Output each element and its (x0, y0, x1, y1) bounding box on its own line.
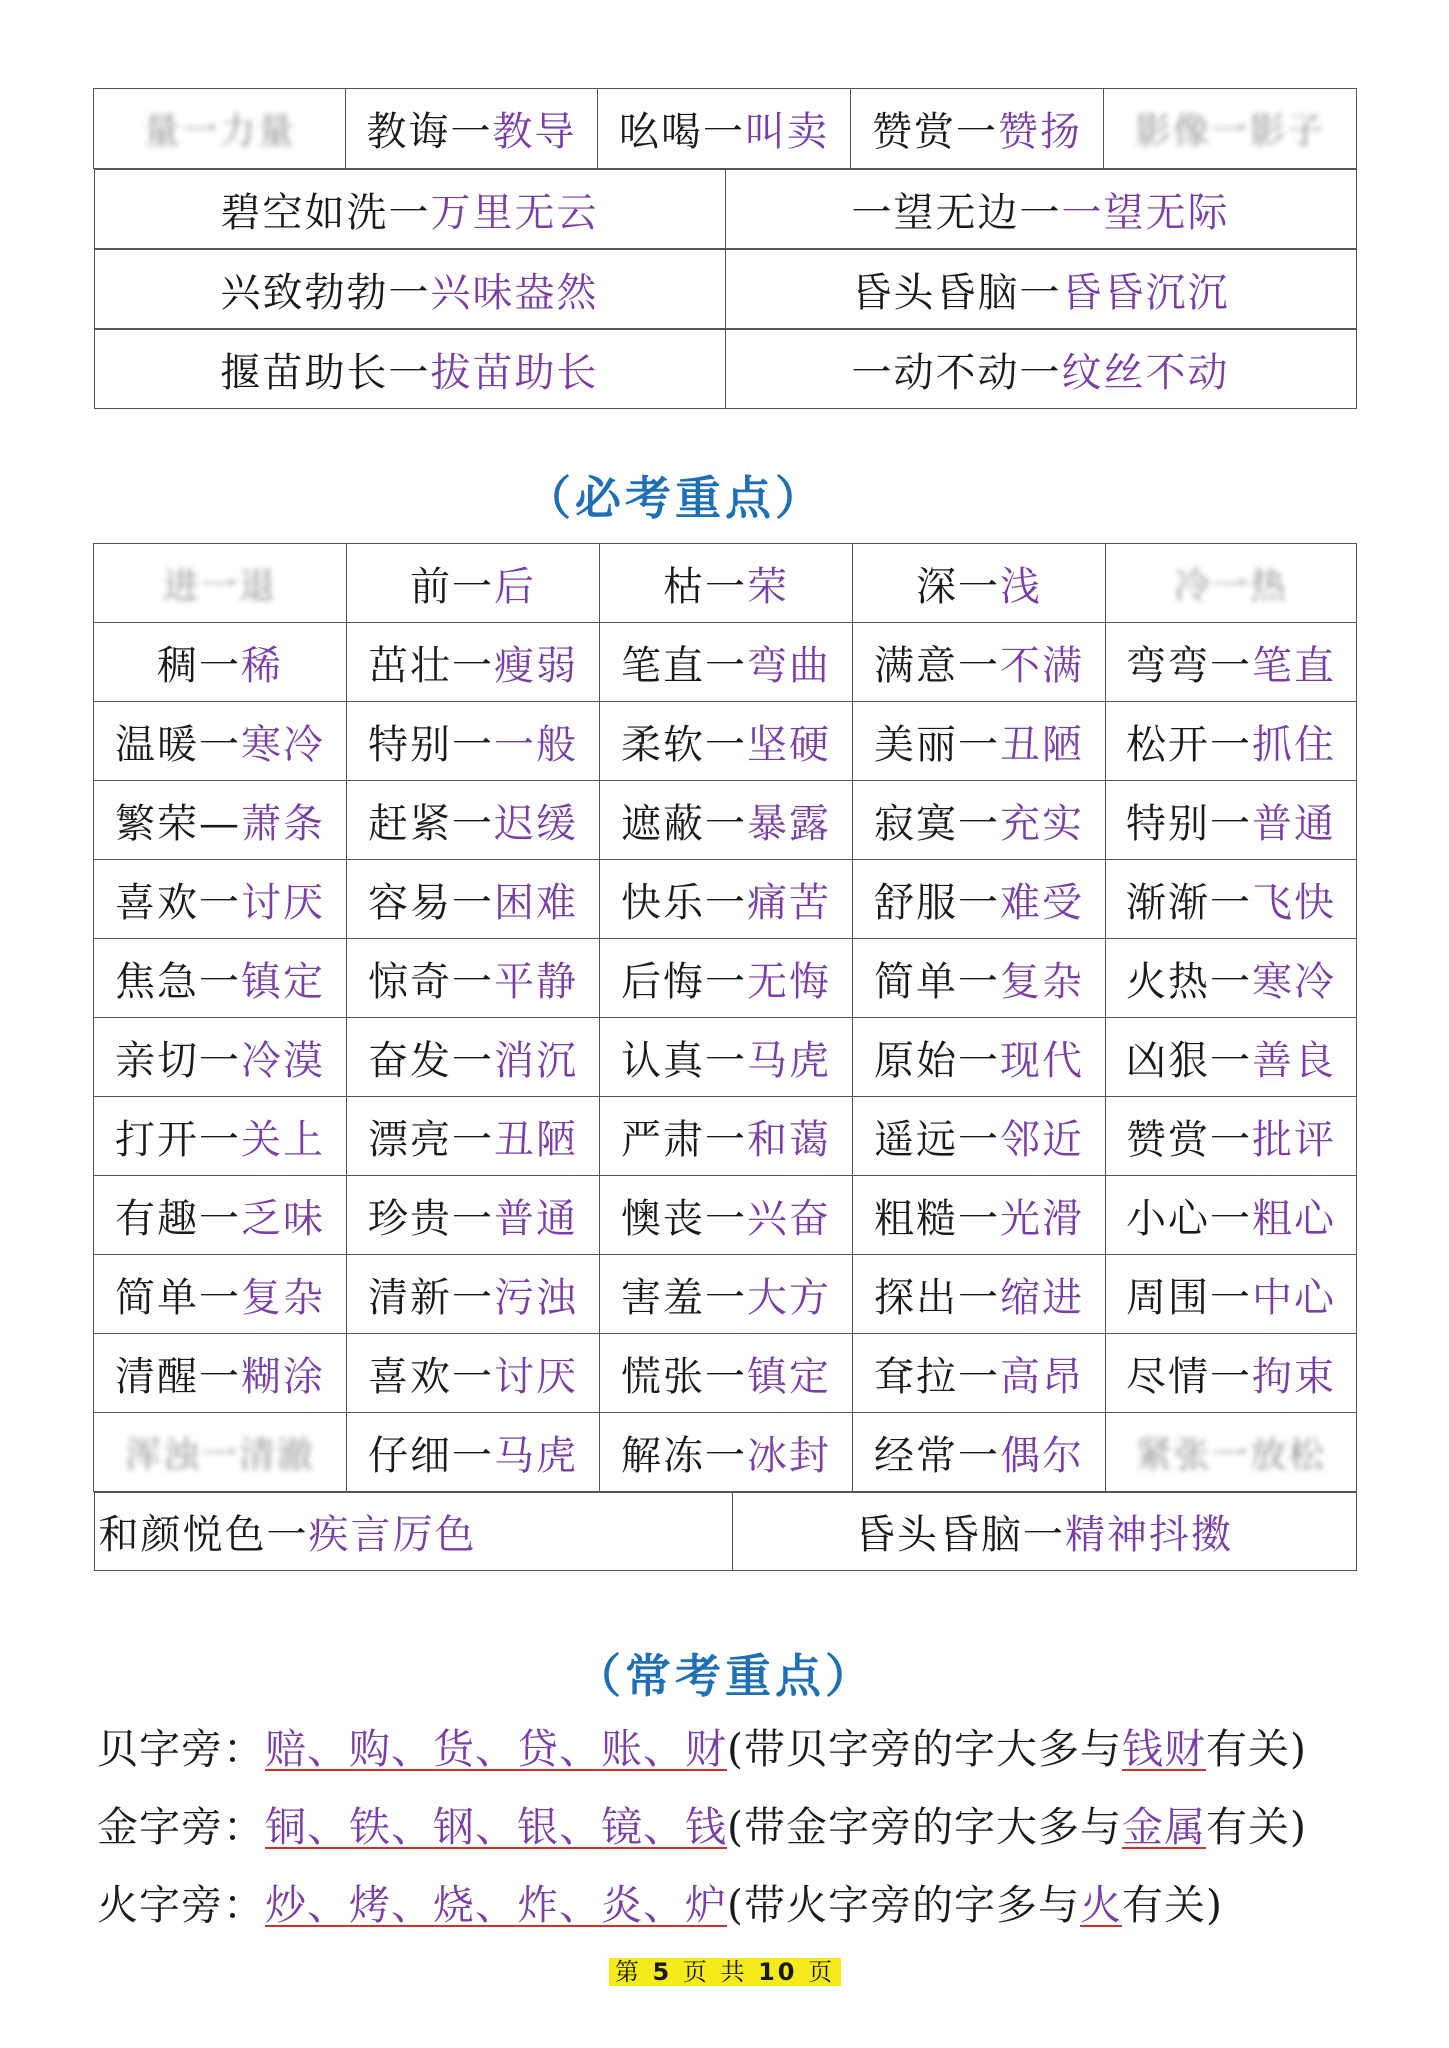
answer-word: 困难 (494, 879, 578, 926)
separator: 、 (559, 1725, 601, 1773)
table-cell (853, 544, 1106, 623)
separator: 、 (307, 1725, 349, 1773)
radical-line (97, 1788, 1427, 1866)
answer-word: 马虎 (494, 1432, 578, 1479)
radical-char: 钢 (433, 1803, 475, 1851)
table-row (94, 1492, 1357, 1572)
word: 昏头昏脑一 (851, 269, 1062, 316)
answer-word: 关上 (241, 1116, 325, 1163)
table-cell (853, 1097, 1106, 1176)
separator: 、 (307, 1881, 349, 1929)
word: 遥远一 (874, 1116, 1000, 1163)
answer-word: 复杂 (241, 1274, 325, 1321)
word: 喜欢一 (368, 1353, 494, 1400)
table-cell (347, 1413, 600, 1492)
word: 一动不动一 (851, 349, 1062, 396)
radical-char: 炉 (685, 1881, 727, 1929)
answer-word: 教导 (492, 109, 577, 155)
answer-word: 批评 (1252, 1116, 1336, 1163)
word: 经常一 (874, 1432, 1000, 1479)
separator: 、 (307, 1803, 349, 1851)
separator: 、 (643, 1725, 685, 1773)
word: 清醒一 (115, 1353, 241, 1400)
table-cell (1106, 1334, 1357, 1413)
answer-word: 后 (494, 563, 536, 610)
table-cell (600, 1018, 853, 1097)
blurred-word-pair: 浑浊一清澈 (124, 1434, 315, 1476)
table-cell (1106, 544, 1357, 623)
word: 寂寞一 (874, 800, 1000, 847)
blurred-word-pair: 进一退 (162, 565, 277, 607)
answer-word: 坚硬 (747, 721, 831, 768)
radical-char: 铜 (265, 1803, 307, 1851)
top-table (93, 88, 1357, 409)
word: 仔细一 (368, 1432, 494, 1479)
radical-char: 炸 (517, 1881, 559, 1929)
word: 简单一 (115, 1274, 241, 1321)
table-row (94, 329, 1357, 409)
table-cell (94, 860, 347, 939)
radical-note-key: 火 (1080, 1881, 1122, 1929)
radical-char: 炒 (265, 1881, 307, 1929)
answer-word: 缩进 (1000, 1274, 1084, 1321)
table-cell (1106, 781, 1357, 860)
table-cell (94, 1413, 347, 1492)
word: 解冻一 (621, 1432, 747, 1479)
table-cell (346, 89, 598, 169)
table-cell (853, 1255, 1106, 1334)
table-cell (94, 89, 346, 169)
table-cell (1106, 1255, 1357, 1334)
word: 耷拉一 (874, 1353, 1000, 1400)
radical-char: 贷 (517, 1725, 559, 1773)
table-cell (347, 544, 600, 623)
word: 亲切一 (115, 1037, 241, 1084)
word: 和颜悦色一 (98, 1512, 309, 1558)
two-column-row (94, 169, 1357, 249)
word: 昏头昏脑一 (855, 1512, 1065, 1558)
table-cell (851, 89, 1104, 169)
table-cell (94, 1176, 347, 1255)
answer-word: 万里无云 (430, 189, 599, 236)
answer-word: 和蔼 (747, 1116, 831, 1163)
word: 慌张一 (621, 1353, 747, 1400)
answer-word: 精神抖擞 (1065, 1512, 1233, 1558)
table-row (94, 939, 1357, 1018)
word: 懊丧一 (621, 1195, 747, 1242)
radical-label: 火字旁： (97, 1881, 265, 1929)
separator: 、 (475, 1881, 517, 1929)
table-cell (347, 1176, 600, 1255)
table-cell (600, 1413, 853, 1492)
answer-word: 糊涂 (241, 1353, 325, 1400)
table-cell (94, 544, 347, 623)
radical-note-end: 有关) (1122, 1881, 1223, 1929)
word: 有趣一 (115, 1195, 241, 1242)
radical-note: (带贝字旁的字大多与 (727, 1725, 1122, 1773)
table-cell (853, 939, 1106, 1018)
answer-word: 乏味 (241, 1195, 325, 1242)
section-title-bikao: （必考重点） (525, 471, 825, 525)
table-cell (600, 860, 853, 939)
word: 吆喝一 (619, 109, 745, 155)
answer-word: 疾言厉色 (308, 1512, 477, 1558)
answer-word: 纹丝不动 (1061, 349, 1230, 396)
table-cell (1106, 1176, 1357, 1255)
answer-word: 不满 (1000, 642, 1084, 689)
word: 打开一 (115, 1116, 241, 1163)
radical-char: 烧 (433, 1881, 475, 1929)
table-cell (1106, 939, 1357, 1018)
table-cell (347, 860, 600, 939)
word: 快乐一 (621, 879, 747, 926)
table-cell (94, 170, 725, 249)
radical-char: 货 (433, 1725, 475, 1773)
separator: 、 (559, 1881, 601, 1929)
two-column-row (94, 249, 1357, 329)
radical-char: 账 (601, 1725, 643, 1773)
answer-word: 光滑 (1000, 1195, 1084, 1242)
separator: 、 (391, 1881, 433, 1929)
word: 教诲一 (366, 109, 493, 155)
word: 喜欢一 (115, 879, 241, 926)
blurred-word-pair: 量一力量 (143, 111, 296, 152)
radical-note-end: 有关) (1206, 1725, 1307, 1773)
table-cell (94, 1018, 347, 1097)
answer-word: 赞扬 (998, 109, 1082, 155)
blurred-word-pair: 紧张一放松 (1135, 1434, 1326, 1476)
word: 容易一 (368, 879, 494, 926)
word: 枯一 (663, 563, 747, 610)
answer-word: 一般 (494, 721, 578, 768)
section-title-changkao: （常考重点） (575, 1649, 875, 1703)
table-cell (94, 702, 347, 781)
table-cell (600, 1176, 853, 1255)
answer-word: 暴露 (747, 800, 831, 847)
table-cell (1106, 702, 1357, 781)
table-row (94, 1176, 1357, 1255)
word: 粗糙一 (874, 1195, 1000, 1242)
table-cell (1106, 860, 1357, 939)
table-cell (94, 1097, 347, 1176)
word: 奋发一 (368, 1037, 494, 1084)
table-cell (1104, 89, 1357, 169)
answer-word: 拔苗助长 (430, 349, 599, 396)
table-cell (853, 623, 1106, 702)
answer-word: 讨厌 (241, 879, 325, 926)
answer-word: 马虎 (747, 1037, 831, 1084)
word: 笔直一 (621, 642, 747, 689)
table-cell (94, 1334, 347, 1413)
word: 碧空如洗一 (220, 189, 431, 236)
answer-word: 昏昏沉沉 (1061, 269, 1230, 316)
radical-line (97, 1866, 1427, 1944)
answer-word: 邻近 (1000, 1116, 1084, 1163)
table-row (94, 1097, 1357, 1176)
word: 认真一 (621, 1037, 747, 1084)
table-row (94, 544, 1357, 623)
table-cell (347, 1018, 600, 1097)
table-cell (853, 860, 1106, 939)
separator: 、 (391, 1803, 433, 1851)
word: 尽情一 (1126, 1353, 1252, 1400)
radical-char: 炎 (601, 1881, 643, 1929)
word: 揠苗助长一 (220, 349, 431, 396)
table-cell (600, 939, 853, 1018)
answer-word: 无悔 (747, 958, 831, 1005)
table-row (94, 1334, 1357, 1413)
answer-word: 善良 (1252, 1037, 1336, 1084)
answer-word: 偶尔 (1000, 1432, 1084, 1479)
word: 周围一 (1126, 1274, 1252, 1321)
table-row (94, 702, 1357, 781)
answer-word: 讨厌 (494, 1353, 578, 1400)
table-row (94, 1018, 1357, 1097)
word: 松开一 (1126, 721, 1252, 768)
answer-word: 现代 (1000, 1037, 1084, 1084)
table-cell (1106, 1413, 1357, 1492)
word: 原始一 (874, 1037, 1000, 1084)
word: 漂亮一 (368, 1116, 494, 1163)
table-cell (725, 330, 1356, 409)
table-cell (600, 1334, 853, 1413)
word: 后悔一 (621, 958, 747, 1005)
table-cell (853, 1413, 1106, 1492)
radical-note-end: 有关) (1206, 1803, 1307, 1851)
table-cell (347, 1334, 600, 1413)
radical-note: (带金字旁的字大多与 (727, 1803, 1122, 1851)
table-cell (853, 781, 1106, 860)
radical-note: (带火字旁的字多与 (727, 1881, 1080, 1929)
answer-word: 弯曲 (747, 642, 831, 689)
word: 渐渐一 (1126, 879, 1252, 926)
word: 害羞一 (621, 1274, 747, 1321)
antonym-table (93, 543, 1357, 1571)
table-cell (94, 1493, 732, 1571)
table-cell (347, 623, 600, 702)
word: 深一 (916, 563, 1000, 610)
answer-word: 痛苦 (747, 879, 831, 926)
answer-word: 迟缓 (494, 800, 578, 847)
word: 焦急一 (115, 958, 241, 1005)
table-row (94, 89, 1357, 169)
table-cell (94, 939, 347, 1018)
table-cell (94, 1255, 347, 1334)
answer-word: 飞快 (1252, 879, 1336, 926)
answer-word: 寒冷 (241, 721, 325, 768)
word: 一望无边一 (851, 189, 1062, 236)
answer-word: 一望无际 (1061, 189, 1230, 236)
table-cell (600, 544, 853, 623)
answer-word: 拘束 (1252, 1353, 1336, 1400)
radical-line (97, 1710, 1427, 1788)
word: 特别一 (368, 721, 494, 768)
word: 清新一 (368, 1274, 494, 1321)
word: 赞赏一 (1126, 1116, 1252, 1163)
table-row (94, 1413, 1357, 1492)
answer-word: 充实 (1000, 800, 1084, 847)
answer-word: 抓住 (1252, 721, 1336, 768)
word: 前一 (410, 563, 494, 610)
radical-char: 银 (517, 1803, 559, 1851)
word: 凶狠一 (1126, 1037, 1252, 1084)
answer-word: 丑陋 (1000, 721, 1084, 768)
answer-word: 丑陋 (494, 1116, 578, 1163)
radical-note-key: 金属 (1122, 1803, 1206, 1851)
answer-word: 污浊 (494, 1274, 578, 1321)
answer-word: 叫卖 (745, 109, 829, 155)
radical-char: 镜 (601, 1803, 643, 1851)
word: 柔软一 (621, 721, 747, 768)
word: 繁荣— (115, 800, 241, 847)
table-cell (853, 1018, 1106, 1097)
table-cell (347, 939, 600, 1018)
answer-word: 萧条 (241, 800, 325, 847)
word: 满意一 (874, 642, 1000, 689)
table-row (94, 781, 1357, 860)
table-cell (1106, 1097, 1357, 1176)
table-cell (853, 1176, 1106, 1255)
word: 简单一 (874, 958, 1000, 1005)
table-cell (347, 1255, 600, 1334)
table-row (94, 249, 1357, 329)
radical-char: 财 (685, 1725, 727, 1773)
answer-word: 复杂 (1000, 958, 1084, 1005)
table-cell (94, 781, 347, 860)
answer-word: 高昂 (1000, 1353, 1084, 1400)
word: 遮蔽一 (621, 800, 747, 847)
two-column-row (94, 329, 1357, 409)
word: 小心一 (1126, 1195, 1252, 1242)
page-footer (0, 1952, 1449, 1987)
radical-list (97, 1710, 1427, 1944)
table-cell (94, 623, 347, 702)
table-cell (600, 623, 853, 702)
table-cell (600, 1255, 853, 1334)
word: 火热一 (1126, 958, 1252, 1005)
word: 赞赏一 (872, 109, 998, 155)
table-cell (600, 702, 853, 781)
answer-word: 大方 (747, 1274, 831, 1321)
blurred-word-pair: 影像一影子 (1134, 111, 1325, 152)
answer-word: 难受 (1000, 879, 1084, 926)
radical-note-key: 钱财 (1122, 1725, 1206, 1773)
separator: 、 (643, 1881, 685, 1929)
table-cell (732, 1493, 1356, 1571)
table-cell (347, 1097, 600, 1176)
answer-word: 镇定 (747, 1353, 831, 1400)
word: 严肃一 (621, 1116, 747, 1163)
table-cell (94, 330, 725, 409)
word: 兴致勃勃一 (220, 269, 431, 316)
table-cell (853, 702, 1106, 781)
answer-word: 笔直 (1252, 642, 1336, 689)
answer-word: 荣 (747, 563, 789, 610)
table-cell (725, 170, 1356, 249)
separator: 、 (643, 1803, 685, 1851)
separator: 、 (559, 1803, 601, 1851)
word: 惊奇一 (368, 958, 494, 1005)
answer-word: 兴味盎然 (430, 269, 599, 316)
word: 美丽一 (874, 721, 1000, 768)
answer-word: 冰封 (747, 1432, 831, 1479)
word: 茁壮一 (368, 642, 494, 689)
radical-label: 金字旁： (97, 1803, 265, 1851)
radical-char: 赔 (265, 1725, 307, 1773)
table-cell (1106, 623, 1357, 702)
table-cell (600, 781, 853, 860)
word: 赶紧一 (368, 800, 494, 847)
table-cell (725, 250, 1356, 329)
answer-word: 冷漠 (241, 1037, 325, 1084)
answer-word: 镇定 (241, 958, 325, 1005)
separator: 、 (475, 1725, 517, 1773)
blurred-word-pair: 冷一热 (1173, 565, 1288, 607)
table-row (94, 623, 1357, 702)
radical-char: 烤 (349, 1881, 391, 1929)
word: 温暖一 (115, 721, 241, 768)
page-number-badge: 第 5 页 共 10 页 (609, 1958, 841, 1986)
radical-char: 钱 (685, 1803, 727, 1851)
word: 特别一 (1126, 800, 1252, 847)
radical-char: 铁 (349, 1803, 391, 1851)
answer-word: 粗心 (1252, 1195, 1336, 1242)
table-cell (94, 250, 725, 329)
table-cell (1106, 1018, 1357, 1097)
answer-word: 消沉 (494, 1037, 578, 1084)
radical-label: 贝字旁： (97, 1725, 265, 1773)
table-cell (347, 781, 600, 860)
answer-word: 普通 (1252, 800, 1336, 847)
answer-word: 中心 (1252, 1274, 1336, 1321)
word: 稠一 (157, 642, 241, 689)
two-column-row (94, 1492, 1357, 1571)
word: 探出一 (874, 1274, 1000, 1321)
answer-word: 平静 (494, 958, 578, 1005)
answer-word: 兴奋 (747, 1195, 831, 1242)
table-cell (598, 89, 851, 169)
answer-word: 稀 (241, 642, 283, 689)
word: 珍贵一 (368, 1195, 494, 1242)
table-cell (600, 1097, 853, 1176)
answer-word: 寒冷 (1252, 958, 1336, 1005)
word: 舒服一 (874, 879, 1000, 926)
table-row (94, 169, 1357, 250)
word: 弯弯一 (1126, 642, 1252, 689)
table-row (94, 860, 1357, 939)
table-cell (347, 702, 600, 781)
answer-word: 瘦弱 (494, 642, 578, 689)
separator: 、 (391, 1725, 433, 1773)
answer-word: 浅 (1000, 563, 1042, 610)
answer-word: 普通 (494, 1195, 578, 1242)
table-row (94, 1255, 1357, 1334)
radical-char: 购 (349, 1725, 391, 1773)
table-cell (853, 1334, 1106, 1413)
separator: 、 (475, 1803, 517, 1851)
